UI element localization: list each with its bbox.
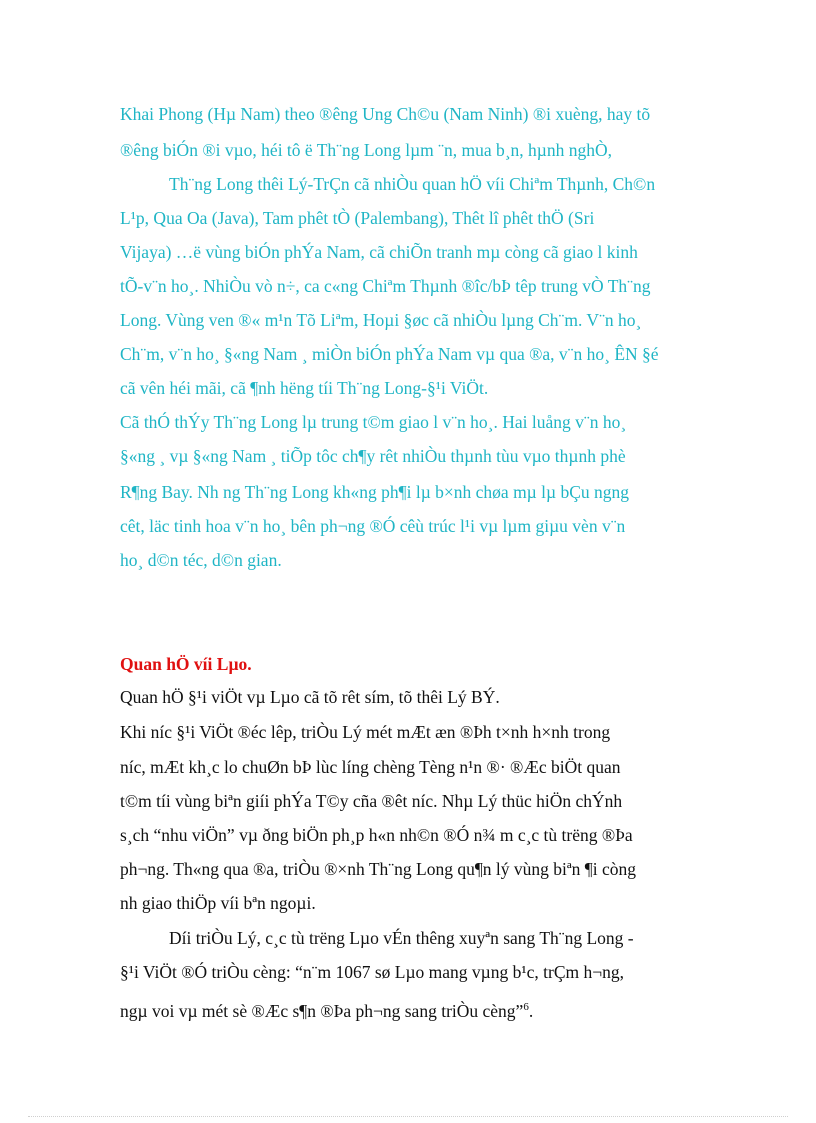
paragraph-line: cêt, läc tinh hoa v¨n ho¸ bên ph¬ng ®Ó cêù trúc l¹i vµ lµm giµu vèn v¨n xyxy=(120,516,626,536)
paragraph-line: Díi triÒu Lý, c¸c tù trëng Lµo vÉn thêng xuyªn sang Th¨ng Long - xyxy=(169,928,634,948)
paragraph-line: Quan hÖ §¹i viÖt vµ Lµo cã tõ rêt sím, tõ thêi Lý BÝ. xyxy=(120,687,500,707)
paragraph-line: Long. Vùng ven ®« m¹n Tõ Liªm, Hoµi §øc cã nhiÒu lµng Ch¨m. V¨n ho¸ xyxy=(120,310,642,330)
paragraph-line: ho¸ d©n téc, d©n gian. xyxy=(120,550,282,570)
sentence-end: . xyxy=(528,1000,534,1021)
paragraph-line: Khai Phong (Hµ Nam) theo ®êng Ung Ch©u (Nam Ninh) ®i xuèng, hay tõ xyxy=(120,104,651,124)
paragraph-line: Khi níc §¹i ViÖt ®éc lêp, triÒu Lý mét mÆt æn ®Þh t×nh h×nh trong xyxy=(120,722,611,742)
paragraph-line: s¸ch “nhu viÖn” vµ ðng biÖn ph¸p h«n nh©n ®Ó n¾ m c¸c tù trëng ®Þa xyxy=(120,825,633,845)
page-bottom-divider xyxy=(28,1116,788,1117)
section-heading: Quan hÖ víi Lµo. xyxy=(120,654,252,674)
paragraph-line: t©m tíi vùng biªn giíi phÝa T©y cña ®êt níc. Nhµ Lý thüc hiÖn chÝnh xyxy=(120,791,623,811)
paragraph-line: cã vên héi mãi, cã ¶nh hëng tíi Th¨ng Long-§¹i ViÖt. xyxy=(120,378,489,398)
paragraph-line: Cã thÓ thÝy Th¨ng Long lµ trung t©m giao l v¨n ho¸. Hai luång v¨n ho¸ xyxy=(120,412,627,432)
paragraph-line: Vijaya) …ë vùng biÓn phÝa Nam, cã chiÕn tranh mµ còng cã giao l kinh xyxy=(120,242,638,262)
paragraph-line: ®êng biÓn ®i vµo, héi tô ë Th¨ng Long lµm ¨n, mua b¸n, hµnh nghÒ, xyxy=(120,140,613,160)
paragraph-line: Ch¨m, v¨n ho¸ §«ng Nam ¸ miÒn biÓn phÝa Nam vµ qua ®a, v¨n ho¸ ÊN §é xyxy=(120,344,659,364)
paragraph-line: Th¨ng Long thêi Lý-TrÇn cã nhiÒu quan hÖ víi Chiªm Thµnh, Ch©n xyxy=(169,174,656,194)
paragraph-line: L¹p, Qua Oa (Java), Tam phêt tÒ (Palembang), Thêt lî phêt thÖ (Sri xyxy=(120,208,595,228)
paragraph-line: nh giao thiÖp víi bªn ngoµi. xyxy=(120,893,316,913)
paragraph-line: níc, mÆt kh¸c lo chuØn bÞ lùc líng chèng Tèng n¹n ®· ®Æc biÖt quan xyxy=(120,757,621,777)
paragraph-line: R¶ng Bay. Nh ng Th¨ng Long kh«ng ph¶i lµ b×nh chøa mµ lµ bÇu ngng xyxy=(120,482,630,502)
paragraph-line-text: ngµ voi vµ mét sè ®Æc s¶n ®Þa ph¬ng sang triÒu cèng” xyxy=(120,1000,524,1021)
paragraph-line xyxy=(120,996,533,1022)
paragraph-line: §¹i ViÖt ®Ó triÒu cèng: “n¨m 1067 sø Lµo mang vµng b¹c, trÇm h¬ng, xyxy=(120,962,624,982)
paragraph-line: tÕ-v¨n ho¸. NhiÒu vò n÷, ca c«ng Chiªm Thµnh ®îc/bÞ têp trung vÒ Th¨ng xyxy=(120,276,651,296)
paragraph-line: ph¬ng. Th«ng qua ®a, triÒu ®×nh Th¨ng Long qu¶n lý vùng biªn ¶i còng xyxy=(120,859,636,879)
footnote-marker[interactable]: 6 xyxy=(523,1001,529,1013)
paragraph-line: §«ng ¸ vµ §«ng Nam ¸ tiÕp tôc ch¶y rêt nhiÒu thµnh tùu vµo thµnh phè xyxy=(120,446,626,466)
